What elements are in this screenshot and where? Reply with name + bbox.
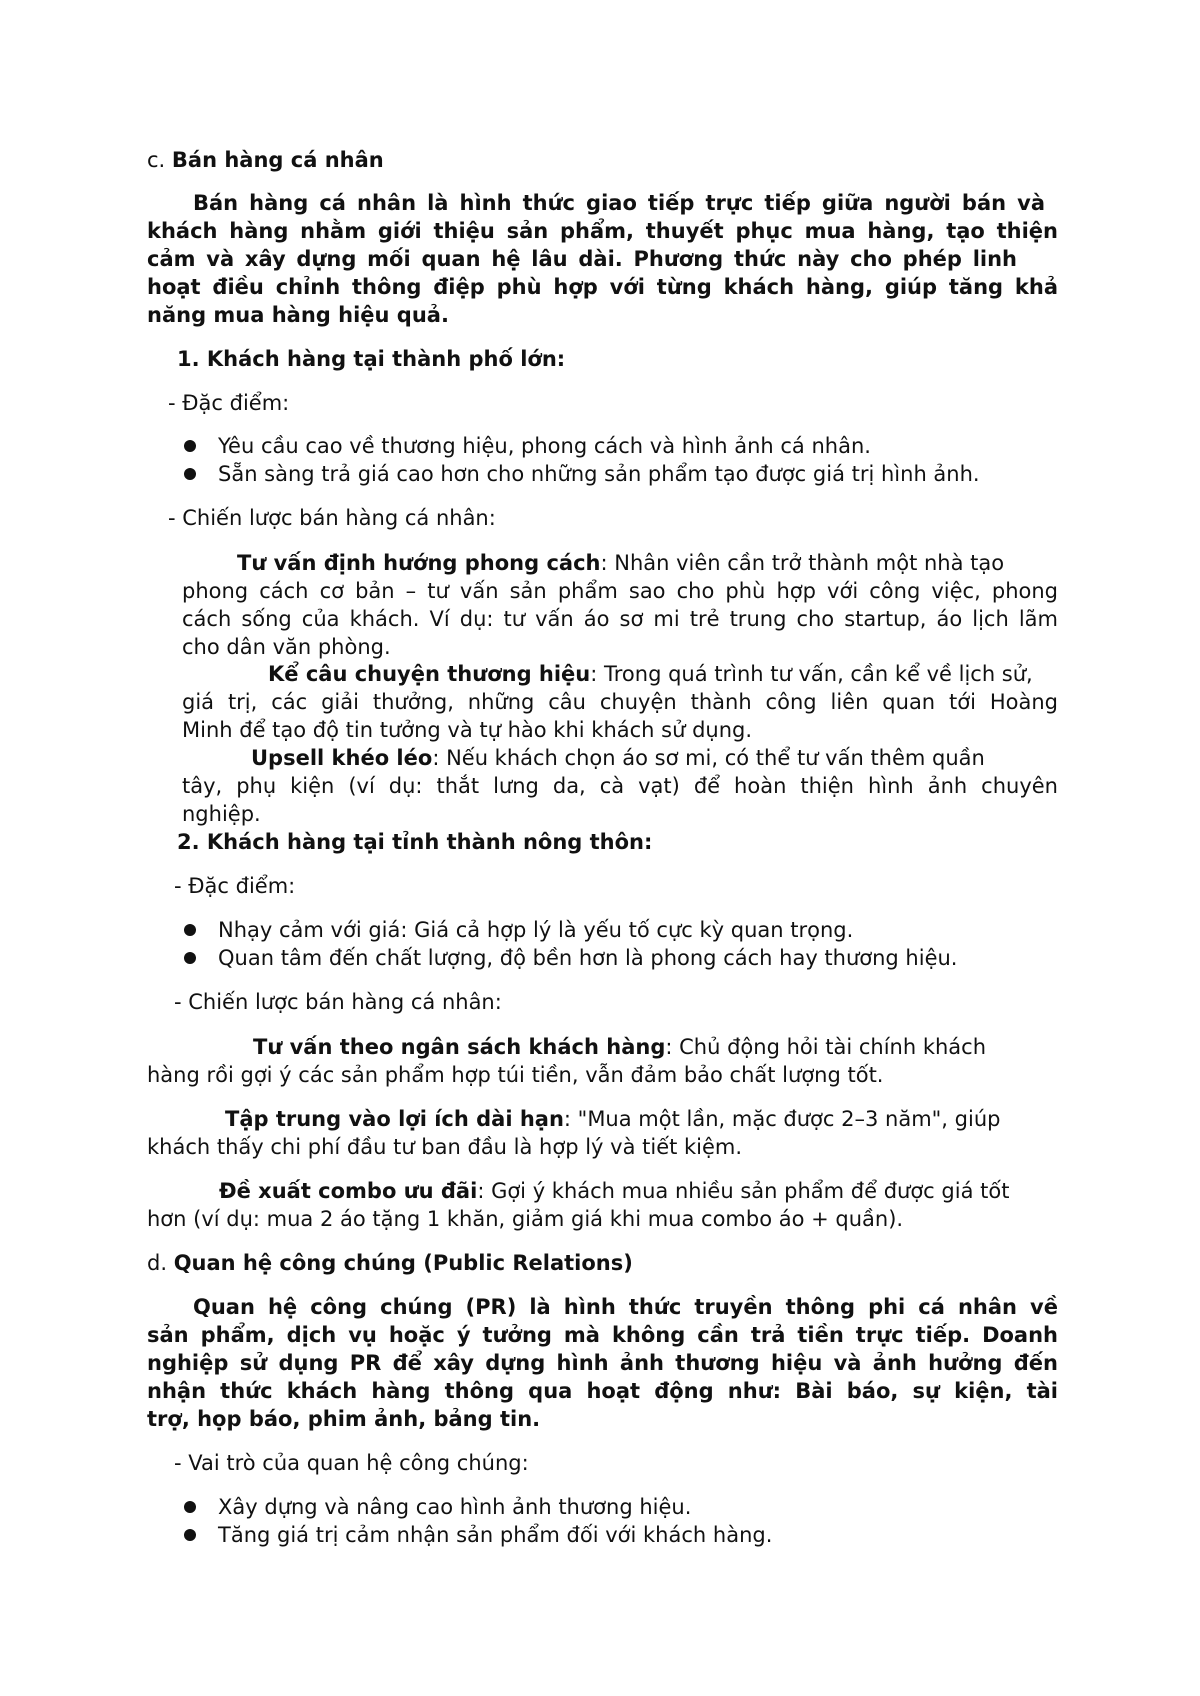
strategy-term: Tư vấn định hướng phong cách bbox=[237, 551, 601, 575]
intro-line: nghiệp sử dụng PR để xây dựng hình ảnh thương hiệu và ảnh hưởng đến bbox=[147, 1351, 1058, 1375]
role-item: Xây dựng và nâng cao hình ảnh thương hiệu. bbox=[218, 1495, 692, 1519]
strategy-term: Kể câu chuyện thương hiệu bbox=[268, 662, 591, 686]
bullet-dot-icon bbox=[184, 1529, 196, 1541]
section-c-heading bbox=[147, 150, 384, 171]
strategy-item: Đề xuất combo ưu đãi: Gợi ý khách mua nhiều sản phẩm để được giá tốt bbox=[219, 1179, 1010, 1203]
strategy-term: Tập trung vào lợi ích dài hạn bbox=[225, 1107, 564, 1131]
role-item: Tăng giá trị cảm nhận sản phẩm đối với khách hàng. bbox=[218, 1523, 773, 1547]
strategy-line: tây, phụ kiện (ví dụ: thắt lưng da, cà vạt) để hoàn thiện hình ảnh chuyên bbox=[182, 774, 1058, 798]
group1-heading: 1. Khách hàng tại thành phố lớn: bbox=[177, 347, 566, 371]
intro-line: Quan hệ công chúng (PR) là hình thức truyền thông phi cá nhân về bbox=[193, 1295, 1058, 1319]
strategy-line: cách sống của khách. Ví dụ: tư vấn áo sơ mi trẻ trung cho startup, áo lịch lãm bbox=[182, 607, 1058, 631]
intro-line: nhận thức khách hàng thông qua hoạt động như: Bài báo, sự kiện, tài bbox=[147, 1379, 1058, 1403]
strategy-item: Kể câu chuyện thương hiệu: Trong quá trình tư vấn, cần kể về lịch sử, bbox=[268, 662, 1033, 686]
strategy-term: Tư vấn theo ngân sách khách hàng bbox=[253, 1035, 666, 1059]
intro-line: cảm và xây dựng mối quan hệ lâu dài. Phương thức này cho phép linh bbox=[147, 247, 1017, 271]
intro-line: Bán hàng cá nhân là hình thức giao tiếp trực tiếp giữa người bán và bbox=[193, 191, 1045, 215]
roles-label: - Vai trò của quan hệ công chúng: bbox=[174, 1451, 529, 1475]
bullet-dot-icon bbox=[184, 1501, 196, 1513]
strategy-line: cho dân văn phòng. bbox=[182, 635, 391, 659]
strategy-line: hàng rồi gợi ý các sản phẩm hợp túi tiền, vẫn đảm bảo chất lượng tốt. bbox=[147, 1063, 884, 1087]
strategy-line: khách thấy chi phí đầu tư ban đầu là hợp lý và tiết kiệm. bbox=[147, 1135, 743, 1159]
strategy-line: nghiệp. bbox=[182, 802, 261, 826]
group2-traits-label: - Đặc điểm: bbox=[174, 874, 296, 898]
group2-strategy-label: - Chiến lược bán hàng cá nhân: bbox=[174, 990, 502, 1014]
group1-trait: Yêu cầu cao về thương hiệu, phong cách và hình ảnh cá nhân. bbox=[218, 434, 871, 458]
section-d-prefix: d. bbox=[147, 1251, 174, 1275]
intro-line: trợ, họp báo, phim ảnh, bảng tin. bbox=[147, 1407, 541, 1431]
strategy-line: giá trị, các giải thưởng, những câu chuyện thành công liên quan tới Hoàng bbox=[182, 690, 1058, 714]
intro-line: sản phẩm, dịch vụ hoặc ý tưởng mà không cần trả tiền trực tiếp. Doanh bbox=[147, 1323, 1058, 1347]
strategy-line: phong cách cơ bản – tư vấn sản phẩm sao cho phù hợp với công việc, phong bbox=[182, 579, 1058, 603]
strategy-line: hơn (ví dụ: mua 2 áo tặng 1 khăn, giảm giá khi mua combo áo + quần). bbox=[147, 1207, 904, 1231]
bullet-dot-icon bbox=[184, 468, 196, 480]
strategy-item: Tư vấn theo ngân sách khách hàng: Chủ động hỏi tài chính khách bbox=[253, 1035, 987, 1059]
group2-heading: 2. Khách hàng tại tỉnh thành nông thôn: bbox=[177, 830, 653, 854]
group1-strategy-label: - Chiến lược bán hàng cá nhân: bbox=[168, 506, 496, 530]
strategy-item: Tập trung vào lợi ích dài hạn: "Mua một lần, mặc được 2–3 năm", giúp bbox=[225, 1107, 1001, 1131]
strategy-item: Upsell khéo léo: Nếu khách chọn áo sơ mi, có thể tư vấn thêm quần bbox=[251, 746, 985, 770]
section-d-title: Quan hệ công chúng (Public Relations) bbox=[173, 1251, 633, 1275]
intro-line: năng mua hàng hiệu quả. bbox=[147, 303, 449, 327]
bullet-dot-icon bbox=[184, 440, 196, 452]
group2-trait: Nhạy cảm với giá: Giá cả hợp lý là yếu tố cực kỳ quan trọng. bbox=[218, 918, 854, 942]
group1-trait: Sẵn sàng trả giá cao hơn cho những sản phẩm tạo được giá trị hình ảnh. bbox=[218, 462, 980, 486]
strategy-line: Minh để tạo độ tin tưởng và tự hào khi khách sử dụng. bbox=[182, 718, 753, 742]
bullet-dot-icon bbox=[184, 952, 196, 964]
group2-trait: Quan tâm đến chất lượng, độ bền hơn là phong cách hay thương hiệu. bbox=[218, 946, 958, 970]
strategy-item: Tư vấn định hướng phong cách: Nhân viên cần trở thành một nhà tạo bbox=[237, 551, 1005, 575]
intro-line: khách hàng nhằm giới thiệu sản phẩm, thuyết phục mua hàng, tạo thiện bbox=[147, 219, 1058, 243]
strategy-term: Upsell khéo léo bbox=[251, 746, 433, 770]
section-d-heading bbox=[147, 1253, 633, 1274]
group1-traits-label: - Đặc điểm: bbox=[168, 391, 290, 415]
section-c-title: Bán hàng cá nhân bbox=[171, 148, 384, 172]
strategy-term: Đề xuất combo ưu đãi bbox=[219, 1179, 478, 1203]
section-c-prefix: c. bbox=[147, 148, 172, 172]
intro-line: hoạt điều chỉnh thông điệp phù hợp với từng khách hàng, giúp tăng khả bbox=[147, 275, 1058, 299]
bullet-dot-icon bbox=[184, 924, 196, 936]
